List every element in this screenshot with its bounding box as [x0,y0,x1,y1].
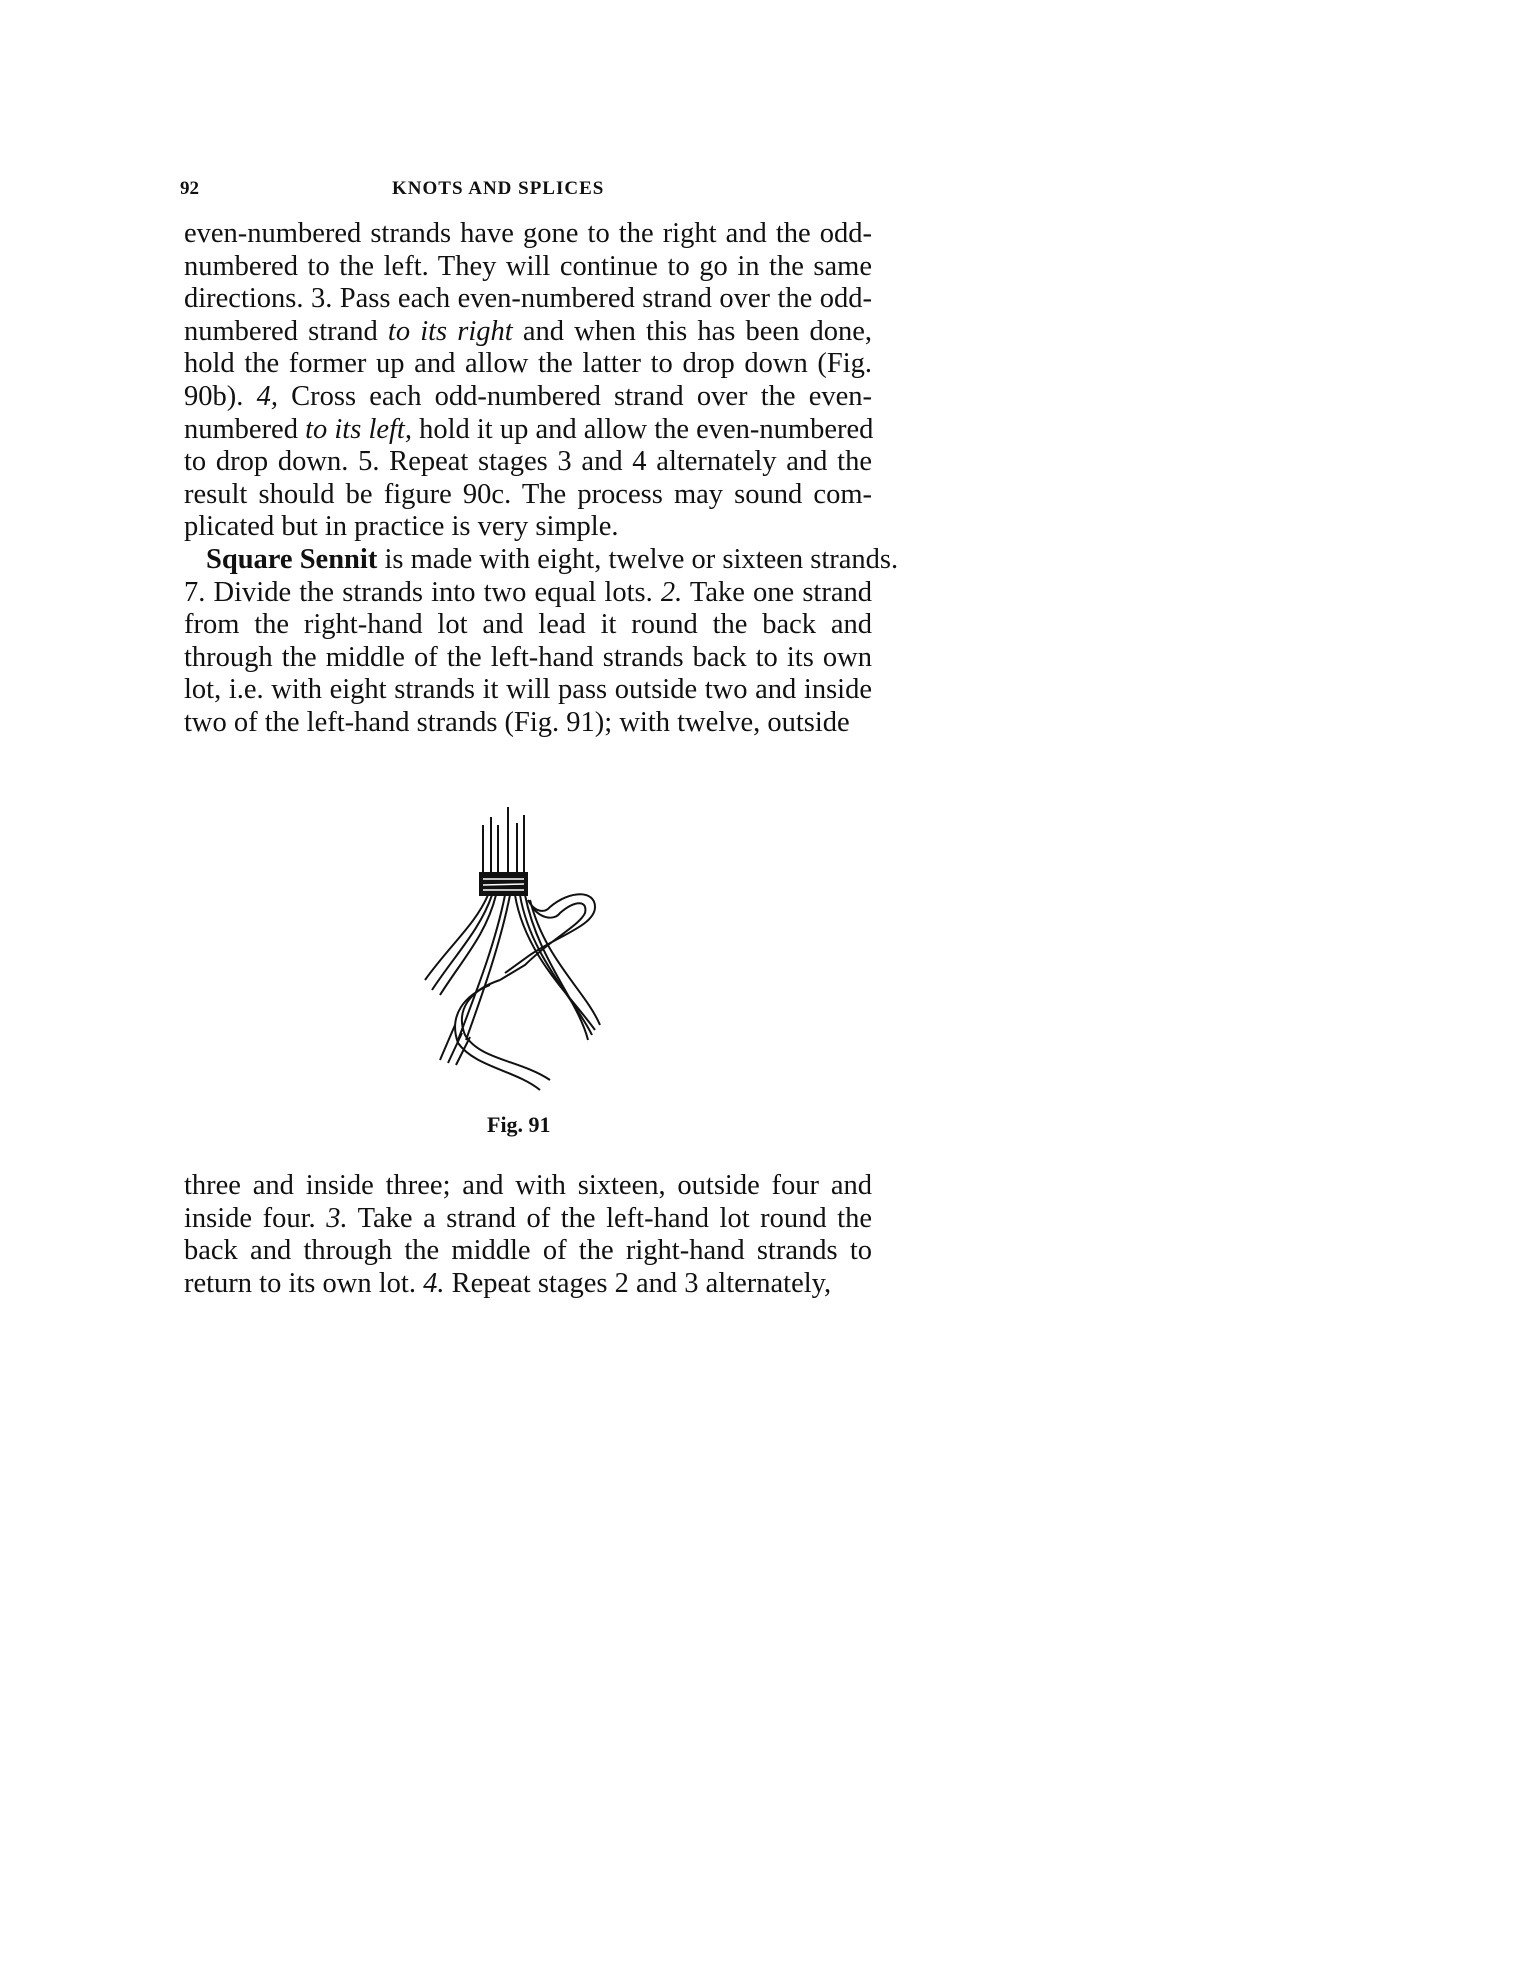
text-run: directions. 3. Pass each even-numbered strand over the odd- [184,283,872,315]
text-run: is made with eight, twelve or sixteen strands. [377,543,899,575]
text-run: return to its own lot. [184,1267,424,1299]
italic-text: to its right [387,315,513,347]
text-run: hold the former up and allow the latter to drop down (Fig. [184,348,872,380]
text-line [184,414,872,447]
italic-text: to its left, [305,413,412,445]
text-run: two of the left-hand strands (Fig. 91); with twelve, outside [184,706,850,738]
text-line [184,1170,872,1203]
figure-caption: Fig. 91 [487,1112,551,1137]
italic-text: 4, [256,380,278,412]
text-line [184,251,872,284]
text-run: Take a strand of the left-hand lot round the [347,1202,872,1234]
text-run: result should be figure 90c. The process may sound com- [184,478,872,510]
text-run: 90b). [184,380,257,412]
bold-term: Square Sennit [206,543,378,575]
text-run: to drop down. 5. Repeat stages 3 and 4 alternately and the [184,446,872,478]
text-run: Take one strand [682,576,872,608]
text-line [184,707,872,740]
text-line [184,674,872,707]
text-line [184,348,872,381]
text-line [184,609,872,642]
text-run: numbered to the left. They will continue to go in the same [184,250,872,282]
text-line [184,381,872,414]
text-run: plicated but in practice is very simple. [184,511,619,543]
running-title: KNOTS AND SPLICES [392,178,605,199]
text-run: through the middle of the left-hand strands back to its own [184,641,872,673]
text-run: even-numbered strands have gone to the right and the odd- [184,218,872,249]
body-text-top [184,218,899,740]
text-run: three and inside three; and with sixteen, outside four and [184,1170,872,1201]
text-run: numbered strand [184,315,388,347]
text-line [184,1268,872,1301]
text-line [184,1235,872,1268]
text-line [184,511,872,544]
text-run: Cross each odd-numbered strand over the even- [277,380,872,412]
text-run: inside four. [184,1202,327,1234]
figure-91-illustration [420,795,640,1095]
body-text-bottom [184,1170,872,1300]
italic-text: 4. [423,1267,445,1299]
text-run: lot, i.e. with eight strands it will pass outside two and inside [184,674,872,706]
text-line [184,642,872,675]
text-line [184,316,872,349]
text-line [184,218,872,251]
text-run: from the right-hand lot and lead it round the back and [184,609,872,641]
text-run: hold it up and allow the even-numbered [411,413,874,445]
text-run: numbered [184,413,306,445]
text-line [184,543,899,577]
text-line [184,479,872,512]
text-run: and when this has been done, [512,315,872,347]
text-run: Repeat stages 2 and 3 alternately, [444,1267,832,1299]
text-line [184,577,872,610]
italic-text: 2. [660,576,683,608]
text-run: back and through the middle of the right-hand strands to [184,1235,872,1267]
text-line [184,1203,872,1236]
italic-text: 3. [326,1202,348,1234]
text-run: 7. Divide the strands into two equal lots. [184,576,661,608]
page-number: 92 [180,178,199,199]
text-line [184,283,872,316]
text-line [184,446,872,479]
